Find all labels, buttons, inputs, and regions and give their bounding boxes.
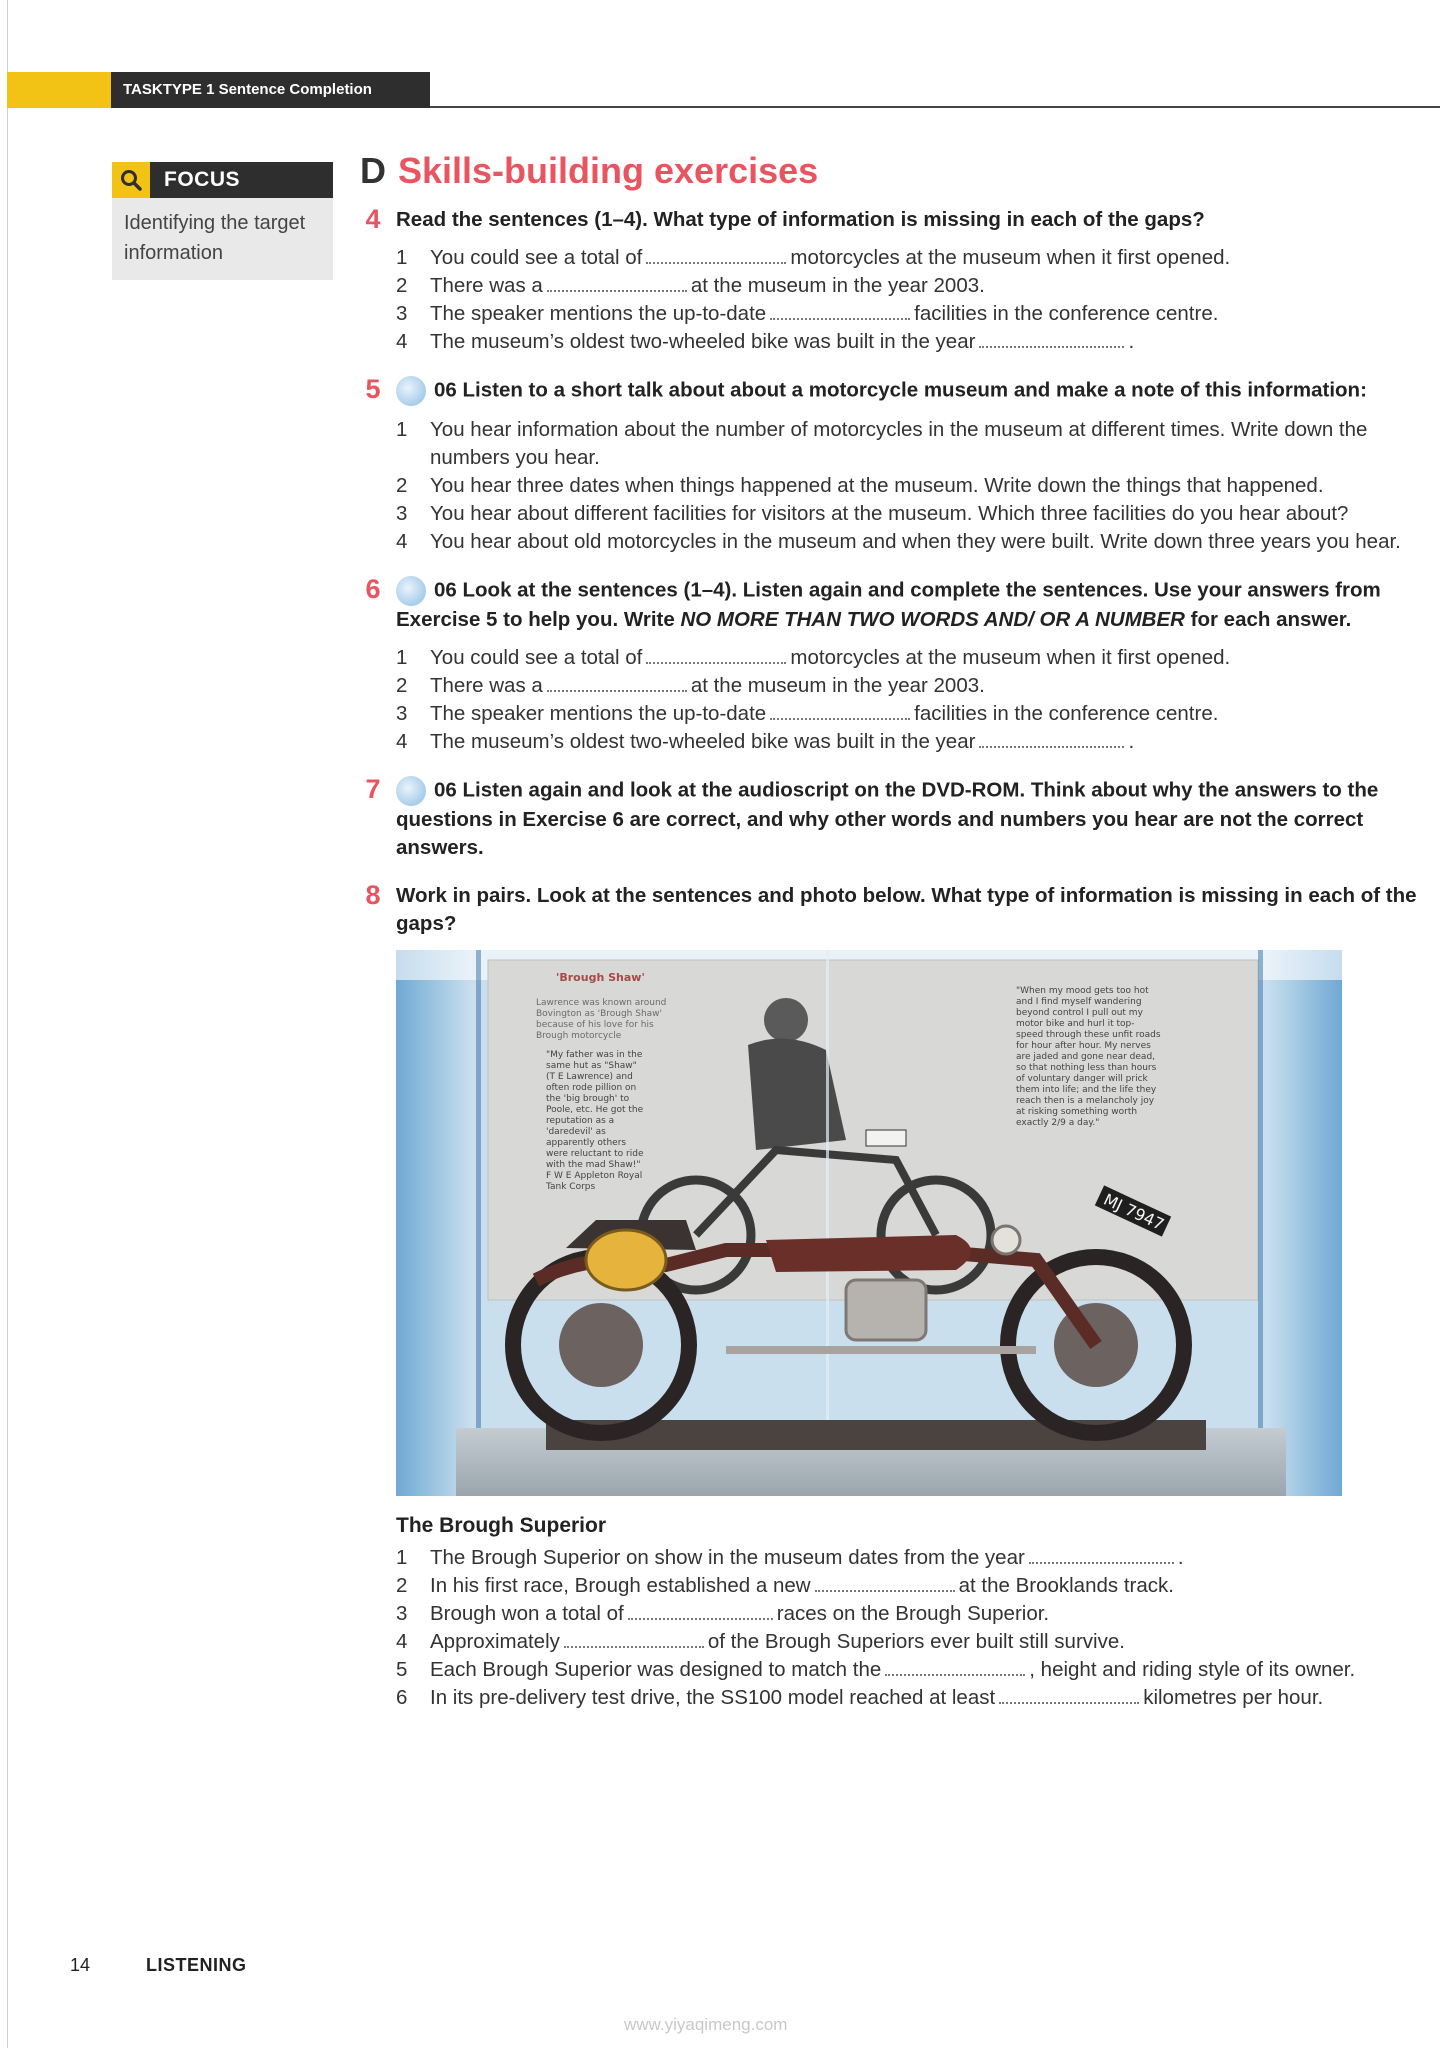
answer-gap: [999, 1701, 1139, 1704]
item-number: 1: [396, 246, 408, 269]
item-number: 2: [396, 1574, 408, 1597]
footer-section-label: LISTENING: [146, 1955, 247, 1975]
item-text: You hear about old motorcycles in the museum and when they were built. Write down three years you hear.: [430, 530, 1401, 553]
item-number: 3: [396, 702, 408, 725]
item-number: 3: [396, 1602, 408, 1625]
list-item: [396, 528, 1440, 556]
item-number: 1: [396, 646, 408, 669]
item-text: You could see a total of: [430, 646, 643, 669]
item-number: 4: [396, 330, 408, 353]
poster-heading: 'Brough Shaw': [556, 971, 645, 984]
exercise-number: 4: [365, 204, 381, 234]
item-number: 2: [396, 274, 408, 297]
brough-list-wrap: [360, 1544, 1440, 1712]
answer-gap: [547, 289, 687, 292]
item-number: 1: [396, 1546, 408, 1569]
answer-gap: [564, 1645, 704, 1648]
poster-quote: "My father was in the same hut as "Shaw" (T E Lawrence) and often rode pillion on the 'big brough' to Poole, etc. He got the reputation as a 'daredevil' as apparently others were reluctant to ride with the mad Shaw!" F W E Appleton Royal Tank Corps: [546, 1050, 644, 1192]
item-text: The museum’s oldest two-wheeled bike was built in the year: [430, 330, 976, 353]
item-text: at the museum in the year 2003.: [690, 274, 985, 297]
list-item: [396, 1600, 1440, 1628]
exercise-instruction: [396, 376, 1440, 406]
exercise-5: [360, 376, 1440, 556]
item-number: 4: [396, 530, 408, 553]
list-item: [396, 1544, 1440, 1572]
exercise-number: 7: [365, 774, 381, 804]
focus-body: Identifying the target information: [112, 198, 333, 280]
exercise-7: [360, 776, 1440, 862]
watermark: www.yiyaqimeng.com: [624, 2015, 788, 2034]
instruction-emphasis: NO MORE THAN TWO WORDS AND/ OR A NUMBER: [680, 608, 1185, 631]
list-item: [396, 1628, 1440, 1656]
sentence-list: [396, 244, 1440, 356]
item-number: 6: [396, 1686, 408, 1709]
exercise-instruction: Read the sentences (1–4). What type of information is missing in each of the gaps?: [396, 208, 1205, 231]
item-text: You hear information about the number of motorcycles in the museum at different times. Write down the numbers you hear.: [430, 418, 1368, 469]
section-title-text: Skills-building exercises: [398, 150, 819, 191]
header-accent: [7, 72, 111, 108]
item-text: There was a: [430, 674, 543, 697]
item-text: at the museum in the year 2003.: [690, 674, 985, 697]
instruction-text: 06 Listen to a short talk about about a motorcycle museum and make a note of this information:: [434, 378, 1367, 402]
list-item: [396, 700, 1440, 728]
audio-cd-icon[interactable]: [396, 776, 426, 806]
sentence-list: [396, 644, 1440, 756]
exercise-instruction: [396, 576, 1440, 634]
item-text: motorcycles at the museum when it first opened.: [790, 646, 1231, 669]
list-item: [396, 244, 1440, 272]
note-list: [396, 416, 1440, 556]
answer-gap: [885, 1673, 1025, 1676]
answer-gap: [979, 345, 1124, 348]
list-item: [396, 728, 1440, 756]
exercise-instruction: [396, 776, 1440, 862]
item-text: facilities in the conference centre.: [914, 302, 1219, 325]
instruction-text: for each answer.: [1190, 608, 1352, 631]
list-item: [396, 1656, 1440, 1684]
list-item: [396, 1572, 1440, 1600]
audio-cd-icon[interactable]: [396, 376, 426, 406]
item-number: 2: [396, 674, 408, 697]
answer-gap: [628, 1617, 773, 1620]
item-text: There was a: [430, 274, 543, 297]
item-text: .: [1128, 730, 1135, 753]
page-edge: [7, 0, 8, 2048]
item-number: 4: [396, 730, 408, 753]
item-text: The speaker mentions the up-to-date: [430, 302, 767, 325]
list-item: [396, 328, 1440, 356]
section-letter: D: [360, 150, 386, 191]
item-text: The speaker mentions the up-to-date: [430, 702, 767, 725]
focus-box: [112, 162, 333, 280]
item-text: You hear about different facilities for visitors at the museum. Which three facilities do you hear about?: [430, 502, 1349, 525]
answer-gap: [547, 689, 687, 692]
instruction-text: 06 Listen again and look at the audioscript on the DVD-ROM. Think about why the answers to the questions in Exercise 6 are correct, and why other words and numbers you hear are not the correct answers.: [396, 778, 1379, 859]
item-text: kilometres per hour.: [1143, 1686, 1324, 1709]
item-number: 5: [396, 1658, 408, 1681]
instruction-text: 06 Look at the sentences (1–4). Listen again and complete the sentences. Use your answers from Exercise 5 to help you. Write: [396, 578, 1381, 631]
list-item: [396, 672, 1440, 700]
item-text: The Brough Superior on show in the museum dates from the year: [430, 1546, 1025, 1569]
answer-gap: [646, 661, 786, 664]
item-text: motorcycles at the museum when it first opened.: [790, 246, 1231, 269]
exercise-6: [360, 576, 1440, 756]
item-text: You could see a total of: [430, 246, 643, 269]
exercise-instruction: Work in pairs. Look at the sentences and photo below. What type of information is missing in each of the gaps?: [396, 884, 1417, 935]
focus-title: FOCUS: [164, 168, 240, 191]
item-number: 4: [396, 1630, 408, 1653]
main-column: [360, 150, 1440, 1712]
task-type-tab: TASKTYPE 1 Sentence Completion: [111, 72, 430, 108]
item-text: facilities in the conference centre.: [914, 702, 1219, 725]
list-item: [396, 272, 1440, 300]
brough-title: The Brough Superior: [396, 1514, 606, 1537]
item-text: Brough won a total of: [430, 1602, 624, 1625]
item-number: 1: [396, 418, 408, 441]
number-plate: MJ 7947: [1100, 1189, 1168, 1235]
poster-intro: Lawrence was known around Bovington as 'Brough Shaw' because of his love for his Brough motorcycle: [536, 998, 667, 1041]
item-text: .: [1177, 1546, 1184, 1569]
item-text: of the Brough Superiors ever built still survive.: [707, 1630, 1125, 1653]
item-text: , height and riding style of its owner.: [1029, 1658, 1356, 1681]
item-text: In his first race, Brough established a new: [430, 1574, 811, 1597]
item-text: You hear three dates when things happened at the museum. Write down the things that happened.: [430, 474, 1324, 497]
exercise-number: 8: [365, 880, 381, 910]
exercise-4: [360, 206, 1440, 356]
list-item: [396, 644, 1440, 672]
item-number: 3: [396, 502, 408, 525]
focus-bar: [112, 162, 333, 198]
answer-gap: [770, 317, 910, 320]
item-text: The museum’s oldest two-wheeled bike was built in the year: [430, 730, 976, 753]
item-number: 3: [396, 302, 408, 325]
item-text: Approximately: [430, 1630, 560, 1653]
item-text: .: [1128, 330, 1135, 353]
magnifier-icon: [112, 162, 150, 198]
brough-sentence-list: [396, 1544, 1440, 1712]
page-number: 14: [70, 1955, 91, 1975]
list-item: [396, 300, 1440, 328]
header-rule: [430, 106, 1440, 108]
list-item: [396, 1684, 1440, 1712]
item-text: at the Brooklands track.: [958, 1574, 1174, 1597]
answer-gap: [979, 745, 1124, 748]
list-item: [396, 472, 1440, 500]
answer-gap: [646, 261, 786, 264]
item-text: races on the Brough Superior.: [776, 1602, 1050, 1625]
poster-right-quote: "When my mood gets too hot and I find myself wandering beyond control I pull out my motor bike and hurl it top-speed through these unfit roads for hour after hour. My nerves are jaded and gone near dead, so that nothing less than hours of voluntary danger will prick them into life; and the life they reach then is a melancholy joy at risking something worth exactly 2/9 a day.": [1016, 986, 1161, 1128]
motorcycle-photo: [396, 950, 1342, 1496]
exercise-number: 5: [365, 374, 381, 404]
audio-cd-icon[interactable]: [396, 576, 426, 606]
answer-gap: [1029, 1561, 1174, 1564]
answer-gap: [770, 717, 910, 720]
answer-gap: [815, 1589, 955, 1592]
item-text: Each Brough Superior was designed to match the: [430, 1658, 882, 1681]
section-title: [360, 150, 1440, 192]
item-text: In its pre-delivery test drive, the SS100 model reached at least: [430, 1686, 996, 1709]
exercise-8: [360, 882, 1440, 938]
list-item: [396, 500, 1440, 528]
item-number: 2: [396, 474, 408, 497]
exercise-number: 6: [365, 574, 381, 604]
list-item: [396, 416, 1440, 472]
